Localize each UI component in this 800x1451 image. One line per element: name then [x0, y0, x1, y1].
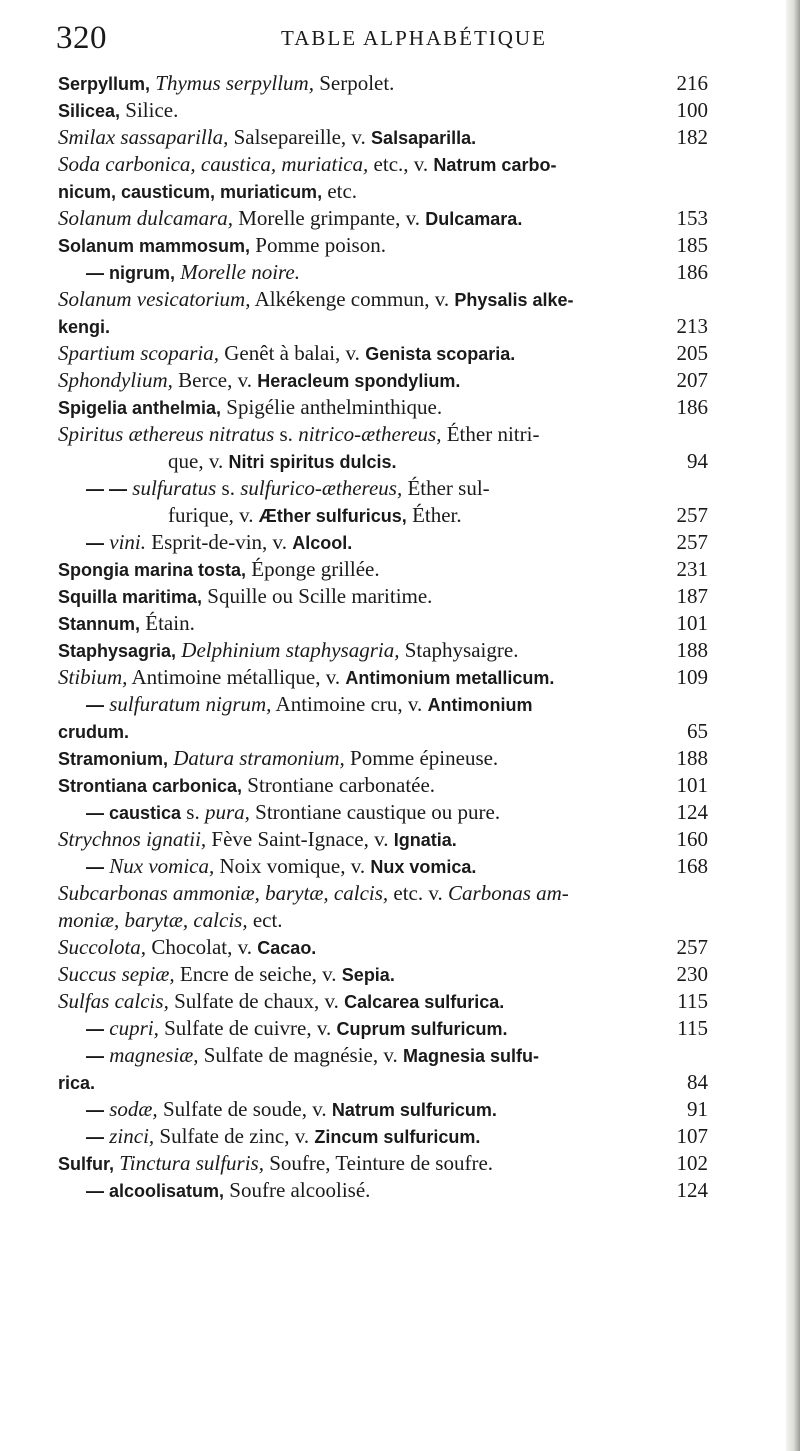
- index-line: [58, 1123, 708, 1150]
- index-line-text: [58, 961, 664, 989]
- entry-cross-reference: nicum, causticum, muriaticum,: [58, 182, 323, 202]
- entry-french-alt: Strontiane caustique ou pure.: [255, 800, 501, 824]
- entry-page-number: 160: [676, 827, 708, 851]
- entry-latin-name: cupri,: [109, 1016, 159, 1040]
- entry-cross-reference: Antimonium: [427, 695, 533, 715]
- entry-page-number: 207: [676, 368, 708, 392]
- index-line: [58, 799, 708, 826]
- entry-cross-reference: rica.: [58, 1073, 96, 1093]
- index-line-text: [58, 313, 664, 341]
- entry-page-number: 186: [676, 395, 708, 419]
- entry-page-number: 213: [676, 314, 708, 338]
- page-edge-shadow: [786, 0, 800, 1451]
- entry-page-number: 107: [676, 1124, 708, 1148]
- entry-french-name: etc., v.: [373, 152, 429, 176]
- entry-latin-name: Smilax sassaparilla,: [58, 125, 229, 149]
- entry-cross-reference: Salsaparilla.: [371, 128, 477, 148]
- index-line-text: [58, 934, 664, 962]
- index-line: [58, 664, 708, 691]
- entry-cross-reference: Zincum sulfuricum.: [314, 1127, 481, 1147]
- entry-cross-reference: Genista scoparia.: [365, 344, 516, 364]
- entry-page-number: 84: [687, 1070, 708, 1094]
- entry-head: — alcoolisatum,: [86, 1181, 225, 1201]
- index-line: [58, 1015, 708, 1042]
- entry-latin-name: Spartium scoparia,: [58, 341, 220, 365]
- index-line: [58, 259, 708, 286]
- entry-page-number: 153: [676, 206, 708, 230]
- index-line-text: [58, 340, 664, 368]
- index-line-text: [58, 988, 664, 1016]
- index-line-text: [58, 1150, 664, 1178]
- index-line-text: [58, 259, 664, 287]
- index-line-text: [58, 232, 664, 260]
- index-line-text: [58, 745, 664, 773]
- index-line-text: [58, 124, 664, 152]
- entry-french-name: Alkékenge commun, v.: [254, 287, 450, 311]
- index-line-text: [58, 394, 664, 422]
- entry-cross-reference: Magnesia sulfu-: [403, 1046, 540, 1066]
- entry-page-number: 230: [676, 962, 708, 986]
- entry-cross-reference: Physalis alke-: [454, 290, 574, 310]
- index-line: [58, 691, 708, 718]
- entry-latin-name: Succus sepiæ,: [58, 962, 175, 986]
- entry-french-name: Salsepareille, v.: [233, 125, 366, 149]
- entry-head: Staphysagria,: [58, 641, 177, 661]
- entry-french-name: Squille ou Scille maritime.: [207, 584, 433, 608]
- index-line: [58, 340, 708, 367]
- entry-latin-name: Datura stramonium,: [173, 746, 345, 770]
- entry-cross-reference: Natrum carbo-: [433, 155, 557, 175]
- entry-page-number: 168: [676, 854, 708, 878]
- entry-head: Stannum,: [58, 614, 141, 634]
- entry-page-number: 109: [676, 665, 708, 689]
- index-line-text: [58, 691, 664, 719]
- index-line: [58, 394, 708, 421]
- entry-latin-name: Thymus serpyllum,: [155, 71, 314, 95]
- entry-latin-name: sulfuratum nigrum,: [109, 692, 272, 716]
- index-line-text: [58, 583, 664, 611]
- entry-french-name: Encre de seiche, v.: [179, 962, 337, 986]
- entry-french-name: Morelle grimpante, v.: [238, 206, 421, 230]
- entry-page-number: 182: [676, 125, 708, 149]
- entry-french-name: Genêt à balai, v.: [224, 341, 360, 365]
- index-line-text: [58, 1069, 664, 1097]
- entry-french-name: Antimoine métallique, v.: [131, 665, 341, 689]
- index-line: [58, 988, 708, 1015]
- index-line: [58, 367, 708, 394]
- entry-french-name: ect.: [252, 908, 283, 932]
- index-line-text: [58, 664, 664, 692]
- entry-french-name: Silice.: [125, 98, 179, 122]
- entry-page-number: 188: [676, 746, 708, 770]
- entry-latin-name: Spiritus æthereus nitratus: [58, 422, 275, 446]
- index-line: [58, 745, 708, 772]
- index-line: [58, 313, 708, 340]
- entry-french-name: Sulfate de cuivre, v.: [164, 1016, 332, 1040]
- index-line-text: [58, 637, 664, 665]
- entry-tail: Éther.: [412, 503, 462, 527]
- entry-head: — caustica: [86, 803, 182, 823]
- entry-page-number: 257: [676, 530, 708, 554]
- entry-head: — —: [86, 479, 128, 499]
- entry-head: Spigelia anthelmia,: [58, 398, 222, 418]
- entry-cross-reference: Alcool.: [292, 533, 353, 553]
- index-line: [58, 502, 708, 529]
- index-line-text: [58, 907, 664, 934]
- index-line: [58, 70, 708, 97]
- index-line-text: [58, 421, 664, 448]
- entry-french-name: Soufre, Teinture de soufre.: [269, 1151, 494, 1175]
- entry-head: Spongia marina tosta,: [58, 560, 247, 580]
- entry-french-alt: Éther sul-: [407, 476, 490, 500]
- entry-page-number: 257: [676, 935, 708, 959]
- entry-cross-reference: Æther sulfuricus,: [258, 506, 407, 526]
- entry-latin-alt: nitrico-æthereus,: [298, 422, 442, 446]
- entry-cross-reference: kengi.: [58, 317, 111, 337]
- index-line-text: [58, 97, 664, 125]
- index-line-text: [58, 502, 664, 530]
- entry-latin-name: Delphinium staphysagria,: [181, 638, 400, 662]
- entry-french-name: Strontiane carbonatée.: [247, 773, 436, 797]
- index-line-text: [58, 1123, 664, 1151]
- entry-latin-alt: Carbonas am-: [448, 881, 569, 905]
- entry-page-number: 186: [676, 260, 708, 284]
- entry-page-number: 65: [687, 719, 708, 743]
- entry-latin-name: zinci,: [109, 1124, 155, 1148]
- entry-french-name: s.: [186, 800, 200, 824]
- index-line-text: [58, 529, 664, 557]
- index-line-text: [58, 1042, 664, 1070]
- index-line-text: [58, 1096, 664, 1124]
- entry-cross-reference: Cacao.: [257, 938, 317, 958]
- index-line: [58, 1069, 708, 1096]
- entry-french-name: Serpolet.: [319, 71, 395, 95]
- entry-cross-reference: crudum.: [58, 722, 130, 742]
- index-line-text: [58, 475, 664, 503]
- entry-page-number: 187: [676, 584, 708, 608]
- entry-latin-name: Tinctura sulfuris,: [119, 1151, 264, 1175]
- entry-latin-name: magnesiæ,: [109, 1043, 199, 1067]
- page-header: [56, 18, 732, 58]
- entry-cross-reference: Nux vomica.: [370, 857, 477, 877]
- entry-french-name: Chocolat, v.: [151, 935, 253, 959]
- entry-french-name: Fève Saint-Ignace, v.: [211, 827, 389, 851]
- entry-cross-reference: Natrum sulfuricum.: [331, 1100, 497, 1120]
- entry-latin-name: Solanum vesicatorium,: [58, 287, 251, 311]
- entry-french-name: Noix vomique, v.: [219, 854, 366, 878]
- entry-latin-name: Succolota,: [58, 935, 147, 959]
- entry-cross-reference: Nitri spiritus dulcis.: [228, 452, 397, 472]
- index-line-text: [58, 70, 664, 98]
- entry-head: Serpyllum,: [58, 74, 151, 94]
- index-line: [58, 178, 708, 205]
- index-line-text: [58, 178, 664, 206]
- index-line: [58, 205, 708, 232]
- index-line: [58, 421, 708, 448]
- index-line: [58, 556, 708, 583]
- entry-french-name: que, v.: [168, 449, 224, 473]
- entry-cross-reference: Sepia.: [341, 965, 395, 985]
- entry-cross-reference: Cuprum sulfuricum.: [336, 1019, 508, 1039]
- entry-page-number: 216: [676, 71, 708, 95]
- index-line: [58, 97, 708, 124]
- entry-latin-name: Soda carbonica, caustica, muriatica,: [58, 152, 369, 176]
- index-line: [58, 961, 708, 988]
- entry-cross-reference: Dulcamara.: [425, 209, 523, 229]
- index-line: [58, 232, 708, 259]
- index-line: [58, 907, 708, 934]
- index-line: [58, 1042, 708, 1069]
- entry-french-name: s.: [279, 422, 293, 446]
- entry-latin-alt: pura,: [204, 800, 250, 824]
- entry-head: —: [86, 1100, 104, 1120]
- entry-page-number: 101: [676, 611, 708, 635]
- index-line-text: [58, 610, 664, 638]
- index-line: [58, 124, 708, 151]
- index-line-text: [58, 367, 664, 395]
- entry-page-number: 231: [676, 557, 708, 581]
- index-line: [58, 1096, 708, 1123]
- entry-french-name: Antimoine cru, v.: [275, 692, 423, 716]
- entry-page-number: 100: [676, 98, 708, 122]
- index-line: [58, 934, 708, 961]
- entry-latin-alt: sulfurico-æthereus,: [240, 476, 403, 500]
- entry-french-alt: Éther nitri-: [446, 422, 540, 446]
- entry-page-number: 94: [687, 449, 708, 473]
- index-line: [58, 772, 708, 799]
- index-line: [58, 448, 708, 475]
- index-line: [58, 475, 708, 502]
- index-line: [58, 826, 708, 853]
- entry-page-number: 124: [676, 1178, 708, 1202]
- entry-french-name: Sulfate de chaux, v.: [174, 989, 339, 1013]
- entry-latin-name: Subcarbonas ammoniæ, barytæ, calcis,: [58, 881, 389, 905]
- index-line-text: [58, 880, 664, 907]
- index-line: [58, 718, 708, 745]
- entry-head: —: [86, 857, 104, 877]
- entry-head: Solanum mammosum,: [58, 236, 251, 256]
- entry-page-number: 115: [677, 989, 708, 1013]
- entry-latin-name: Solanum dulcamara,: [58, 206, 233, 230]
- index-line-text: [58, 448, 664, 476]
- index-line: [58, 529, 708, 556]
- index-line-text: [58, 205, 664, 233]
- entry-french-name: s.: [221, 476, 235, 500]
- entry-french-name: Spigélie anthelminthique.: [226, 395, 443, 419]
- index-line-text: [58, 286, 664, 314]
- index-line-text: [58, 556, 664, 584]
- entry-page-number: 115: [677, 1016, 708, 1040]
- entry-page-number: 188: [676, 638, 708, 662]
- entry-page-number: 124: [676, 800, 708, 824]
- entry-head: Sulfur,: [58, 1154, 115, 1174]
- entry-page-number: 257: [676, 503, 708, 527]
- index-line-text: [58, 1177, 664, 1205]
- entry-french-name: etc. v.: [393, 881, 443, 905]
- entry-latin-name: sodæ,: [109, 1097, 158, 1121]
- entry-french-name: furique, v.: [168, 503, 254, 527]
- entry-head: Stramonium,: [58, 749, 169, 769]
- entry-french-name: Sulfate de magnésie, v.: [203, 1043, 398, 1067]
- entry-latin-name: Morelle noire.: [180, 260, 300, 284]
- entry-french-name: Pomme épineuse.: [350, 746, 499, 770]
- entry-head: —: [86, 1046, 104, 1066]
- page-number: 320: [56, 20, 107, 56]
- entry-latin-name: Nux vomica,: [109, 854, 215, 878]
- entry-page-number: 185: [676, 233, 708, 257]
- index-line-text: [58, 718, 664, 746]
- entry-latin-name: sulfuratus: [132, 476, 217, 500]
- index-entries: [58, 70, 708, 1204]
- entry-french-name: Esprit-de-vin, v.: [151, 530, 287, 554]
- entry-head: Silicea,: [58, 101, 121, 121]
- index-line-text: [58, 826, 664, 854]
- index-line: [58, 637, 708, 664]
- entry-french-name: Berce, v.: [178, 368, 253, 392]
- entry-cross-reference: Heracleum spondylium.: [257, 371, 461, 391]
- entry-french-name: Éponge grillée.: [251, 557, 380, 581]
- index-line: [58, 151, 708, 178]
- entry-tail: etc.: [327, 179, 358, 203]
- entry-cross-reference: Calcarea sulfurica.: [344, 992, 505, 1012]
- entry-cross-reference: Antimonium metallicum.: [345, 668, 555, 688]
- entry-latin-name: moniæ, barytæ, calcis,: [58, 908, 248, 932]
- entry-page-number: 91: [687, 1097, 708, 1121]
- entry-head: —: [86, 1127, 104, 1147]
- index-line-text: [58, 151, 664, 179]
- entry-head: —: [86, 533, 104, 553]
- running-title: TABLE ALPHABÉTIQUE: [281, 26, 547, 50]
- index-line: [58, 1150, 708, 1177]
- index-line: [58, 610, 708, 637]
- entry-french-name: Étain.: [145, 611, 195, 635]
- entry-french-name: Pomme poison.: [255, 233, 386, 257]
- index-line: [58, 853, 708, 880]
- index-line-text: [58, 853, 664, 881]
- entry-page-number: 102: [676, 1151, 708, 1175]
- entry-cross-reference: Ignatia.: [393, 830, 457, 850]
- entry-head: —: [86, 1019, 104, 1039]
- index-line: [58, 286, 708, 313]
- index-line: [58, 583, 708, 610]
- entry-page-number: 101: [676, 773, 708, 797]
- entry-french-name: Sulfate de zinc, v.: [159, 1124, 310, 1148]
- entry-head: —: [86, 695, 104, 715]
- entry-head: — nigrum,: [86, 263, 175, 283]
- entry-french-name: Sulfate de soude, v.: [162, 1097, 327, 1121]
- index-line-text: [58, 772, 664, 800]
- entry-latin-name: Stibium,: [58, 665, 128, 689]
- entry-latin-name: vini.: [109, 530, 146, 554]
- index-line: [58, 1177, 708, 1204]
- index-line-text: [58, 799, 664, 827]
- entry-page-number: 205: [676, 341, 708, 365]
- entry-head: Squilla maritima,: [58, 587, 203, 607]
- index-line: [58, 880, 708, 907]
- index-line-text: [58, 1015, 664, 1043]
- entry-latin-name: Sphondylium,: [58, 368, 173, 392]
- entry-latin-name: Sulfas calcis,: [58, 989, 169, 1013]
- entry-latin-name: Strychnos ignatii,: [58, 827, 207, 851]
- entry-french-name: Staphysaigre.: [404, 638, 519, 662]
- entry-head: Strontiana carbonica,: [58, 776, 243, 796]
- entry-french-name: Soufre alcoolisé.: [229, 1178, 371, 1202]
